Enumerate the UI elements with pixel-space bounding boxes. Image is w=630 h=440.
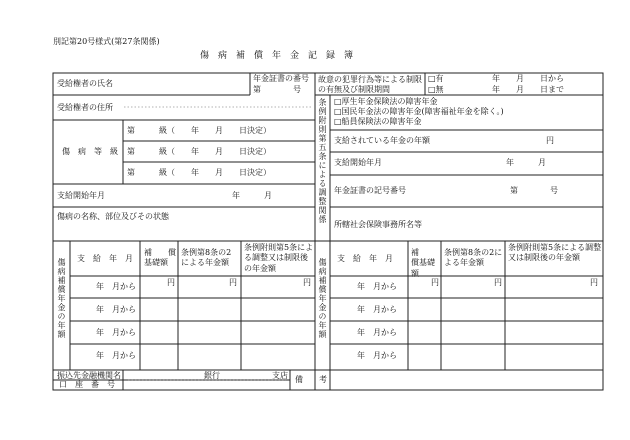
injury-label: 傷病の名称、部位及びその状態 [57, 212, 169, 221]
col-header-base-right: 補 償基礎額 [411, 248, 435, 278]
row-from-right-2: 年 月から [357, 305, 397, 314]
cert-number-value: 第 号 [253, 85, 301, 94]
start-month-label: 支給開始年月 [57, 191, 105, 200]
col-header-month-left: 支 給 年 月 [77, 254, 133, 263]
grade-label: 傷 病 等 級 [62, 147, 118, 156]
annual-side-label-left: 傷病補償年金の年額 [57, 258, 66, 339]
account-number-label: 口 座 番 号 [59, 380, 115, 389]
remarks-label: 備 考 [295, 375, 327, 384]
unit-adjusted-left: 円 [303, 278, 311, 287]
cert-symbol-value: 第 号 [510, 186, 558, 195]
col-header-month-right: 支 給 年 月 [337, 254, 393, 263]
col-header-base-left: 補 償基礎額 [144, 248, 176, 268]
cert-symbol-label: 年金証書の記号番号 [334, 186, 406, 195]
right-start-month-label: 支給開始年月 [334, 158, 382, 167]
annual-side-label-right: 傷病補償年金の年額 [318, 258, 327, 339]
grade-row-3: 第 級（ 年 月 日決定） [127, 168, 271, 177]
grade-row-1: 第 級（ 年 月 日決定） [127, 126, 271, 135]
row-from-right-4: 年 月から [357, 351, 397, 360]
option-no-period: 年 月 日まで [492, 85, 564, 94]
right-start-month-value: 年 月 [506, 158, 546, 167]
row-from-right-1: 年 月から [357, 282, 397, 291]
pension-option-3: □船員保険法の障害年金 [334, 117, 422, 126]
row-from-right-3: 年 月から [357, 328, 397, 337]
option-yes: □有 [428, 74, 444, 83]
pension-option-1: □厚生年金保険法の障害年金 [334, 97, 438, 106]
col-header-adjusted-right: 条例附則第5条による調整又は制限後の年金額 [508, 243, 602, 263]
form-number-label: 別記第20号様式(第27条関係) [53, 37, 160, 46]
recipient-name-label: 受給権者の氏名 [57, 79, 113, 88]
unit-base-right: 円 [431, 278, 439, 287]
crime-restriction-label: 故意の犯罪行為等による制限の有無及び制限期間 [318, 75, 422, 95]
office-label: 所轄社会保険事務所名等 [334, 220, 422, 229]
branch-suffix: 支店 [272, 371, 288, 380]
cert-number-label: 年金証書の番号 [253, 74, 309, 83]
paid-pension-unit: 円 [546, 136, 554, 145]
unit-base-left: 円 [167, 278, 175, 287]
option-yes-period: 年 月 日から [492, 74, 564, 83]
start-month-value: 年 月 [232, 191, 272, 200]
col-header-adjusted-left: 条例附則第5条による調整又は制限後の年金額 [244, 243, 314, 273]
grade-row-2: 第 級（ 年 月 日決定） [127, 147, 271, 156]
option-no: □無 [428, 85, 444, 94]
unit-adjusted-right: 円 [590, 278, 598, 287]
col-header-art8-left: 条例第8条の2による年金額 [181, 248, 232, 268]
row-from-left-1: 年 月から [96, 282, 136, 291]
col-header-art8-right: 条例第8条の2による年金額 [444, 248, 503, 268]
row-from-left-4: 年 月から [96, 351, 136, 360]
pension-option-2: □国民年金法の障害年金(障害福祉年金を除く。) [334, 107, 504, 116]
form-title: 傷 病 補 償 年 金 記 録 簿 [200, 51, 354, 61]
row-from-left-2: 年 月から [96, 305, 136, 314]
adjustment-vertical-label: 条例附則第五条による調整関係 [318, 98, 327, 224]
bank-label: 振込先金融機関名 [57, 371, 121, 380]
row-from-left-3: 年 月から [96, 328, 136, 337]
unit-art8-left: 円 [229, 278, 237, 287]
unit-art8-right: 円 [494, 278, 502, 287]
bank-suffix: 銀行 [204, 371, 220, 380]
paid-pension-label: 支給されている年金の年額 [334, 136, 430, 145]
recipient-address-label: 受給権者の住所 [57, 103, 113, 112]
